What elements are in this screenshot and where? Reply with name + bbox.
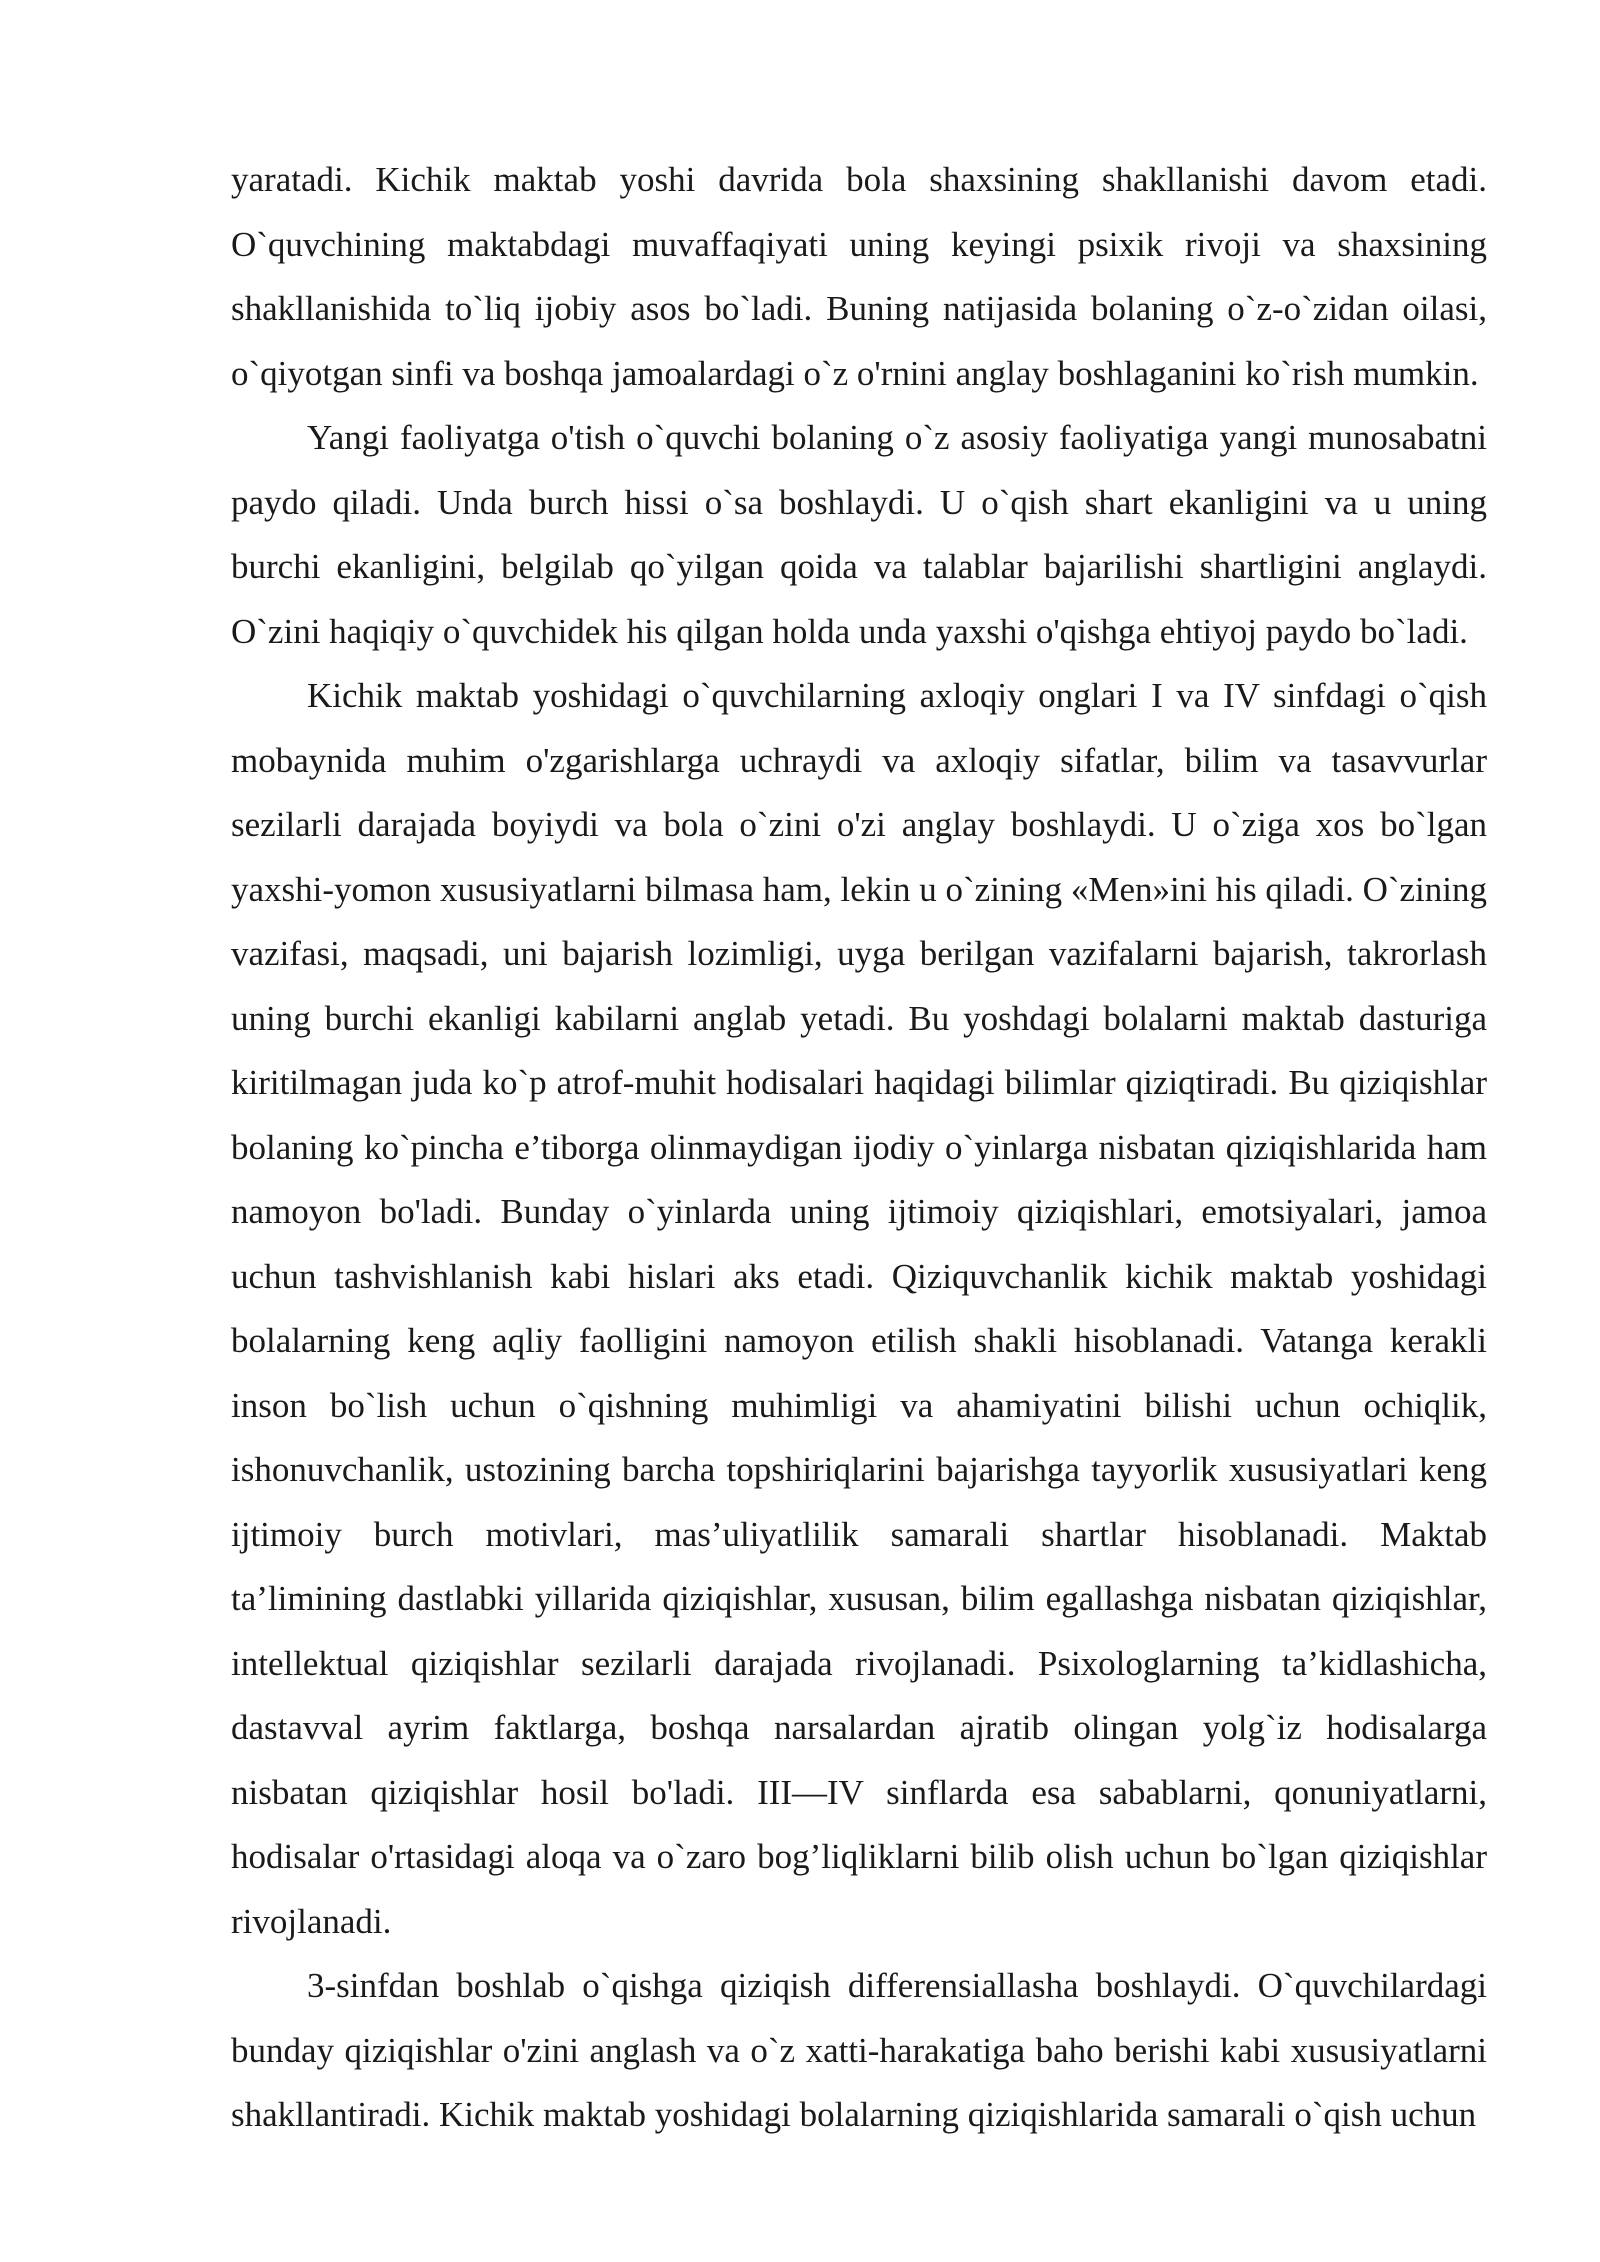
body-text [231,148,1487,2148]
paragraph-1: yaratadi. Kichik maktab yoshi davrida bola shaxsining shakllanishi davom etadi. O`quvchining maktabdagi muvaffaqiyati uning keyingi psixik rivoji va shaxsining shakllanishida to`liq ijobiy asos bo`ladi. Buning natijasida bolaning o`z-o`zidan oilasi, o`qiyotgan sinfi va boshqa jamoalardagi o`z o'rnini anglay boshlaganini ko`rish mumkin. [231,160,1487,393]
paragraph-3: Kichik maktab yoshidagi o`quvchilarning axloqiy onglari I va IV sinfdagi o`qish mobaynida muhim o'zgarishlarga uchraydi va axloqiy sifatlar, bilim va tasavvurlar sezilarli darajada boyiydi va bola o`zini o'zi anglay boshlaydi. U o`ziga xos bo`lgan yaxshi-yomon xususiyatlarni bilmasa ham, lekin u o`zining «Men»ini his qiladi. O`zining vazifasi, maqsadi, uni bajarish lozimligi, uyga berilgan vazifalarni bajarish, takrorlash uning burchi ekanligi kabilarni anglab yetadi. Bu yoshdagi bolalarni maktab dasturiga kiritilmagan juda ko`p atrof-muhit hodisalari haqidagi bilimlar qiziqtiradi. Bu qiziqishlar bolaning ko`pincha e’tiborga olinmaydigan ijodiy o`yinlarga nisbatan qiziqishlarida ham namoyon bo'ladi. Bunday o`yinlarda uning ijtimoiy qiziqishlari, emotsiyalari, jamoa uchun tashvishlanish kabi hislari aks etadi. Qiziquvchanlik kichik maktab yoshidagi bolalarning keng aqliy faolligini namoyon etilish shakli hisoblanadi. Vatanga kerakli inson bo`lish uchun o`qishning muhimligi va ahamiyatini bilishi uchun ochiqlik, ishonuvchanlik, ustozining barcha topshiriqlarini bajarishga tayyorlik xususiyatlari keng ijtimoiy burch motivlari, mas’uliyatlilik samarali shartlar hisoblanadi. Maktab ta’limining dastlabki yillarida qiziqishlar, xususan, bilim egallashga nisbatan qiziqishlar, intellektual qiziqishlar sezilarli darajada rivojlanadi. Psixologlarning ta’kidlashicha, dastavval ayrim faktlarga, boshqa narsalardan ajratib olingan yolg`iz hodisalarga nisbatan qiziqishlar hosil bo'ladi. III—IV sinflarda esa sabablarni, qonuniyatlarni, hodisalar o'rtasidagi aloqa va o`zaro bog’liqliklarni bilib olish uchun bo`lgan qiziqishlar rivojlanadi. [231,676,1487,1941]
paragraph-2: Yangi faoliyatga o'tish o`quvchi bolaning o`z asosiy faoliyatiga yangi munosabatni paydo qiladi. Unda burch hissi o`sa boshlaydi. U o`qish shart ekanligini va u uning burchi ekanligini, belgilab qo`yilgan qoida va talablar bajarilishi shartligini anglaydi. O`zini haqiqiy o`quvchidek his qilgan holda unda yaxshi o'qishga ehtiyoj paydo bo`ladi. [231,418,1487,651]
paragraph-4: 3-sinfdan boshlab o`qishga qiziqish differensiallasha boshlaydi. O`quvchilardagi bunday qiziqishlar o'zini anglash va o`z xatti-harakatiga baho berishi kabi xususiyatlarni shakllantiradi. Kichik maktab yoshidagi bolalarning qiziqishlarida samarali o`qish uchun [231,1966,1487,2134]
